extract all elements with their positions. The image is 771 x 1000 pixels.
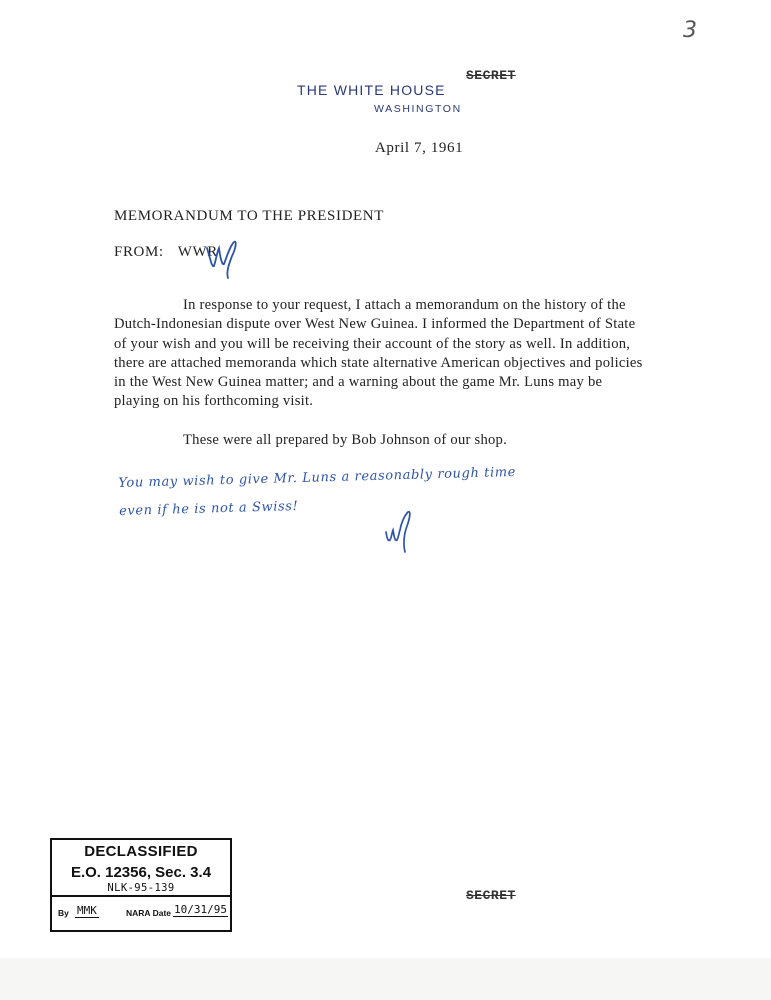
from-value: WWR — [177, 244, 218, 260]
memo-date: April 7, 1961 — [375, 140, 464, 156]
page-number: 3 — [683, 18, 697, 43]
handwritten-signature-icon — [384, 510, 418, 554]
handwritten-line-1: You may wish to give Mr. Luns a reasonably rough time — [118, 464, 517, 491]
stamp-title: DECLASSIFIED — [84, 843, 198, 860]
classification-top: SECRET — [466, 68, 516, 83]
stamp-by-label: By — [58, 908, 69, 918]
handwritten-line-2: even if he is not a Swiss! — [118, 498, 299, 519]
stamp-nara-label: NARA Date — [126, 908, 172, 918]
memo-body — [114, 296, 650, 450]
stamp-date-value: 10/31/95 — [174, 903, 227, 916]
letterhead-city: WASHINGTON — [374, 103, 462, 115]
classification-bottom: SECRET — [466, 888, 516, 903]
from-label: FROM: — [114, 244, 164, 260]
stamp-divider — [52, 895, 230, 897]
scan-margin — [0, 958, 771, 1000]
stamp-by-value: MMK — [77, 904, 97, 917]
stamp-authority: E.O. 12356, Sec. 3.4 — [70, 864, 212, 881]
body-paragraph-2: These were all prepared by Bob Johnson of our shop. — [183, 431, 508, 448]
declassified-stamp — [50, 838, 232, 932]
stamp-reference: NLK-95-139 — [107, 882, 175, 894]
memo-heading: MEMORANDUM TO THE PRESIDENT — [114, 208, 384, 224]
signature-initials-icon — [204, 238, 240, 282]
letterhead-title: THE WHITE HOUSE — [297, 82, 446, 98]
body-paragraph-1: In response to your request, I attach a memorandum on the history of the Dutch-Indonesian dispute over West New Guinea. I informed the Department of State of your wish and you will be receiving their account of the story as well. In addition, there are attached memoranda which state alternative American objectives and policies in the West New Guinea matter; and a warning about the game Mr. Luns may be playing on his forthcoming visit. — [114, 297, 643, 410]
